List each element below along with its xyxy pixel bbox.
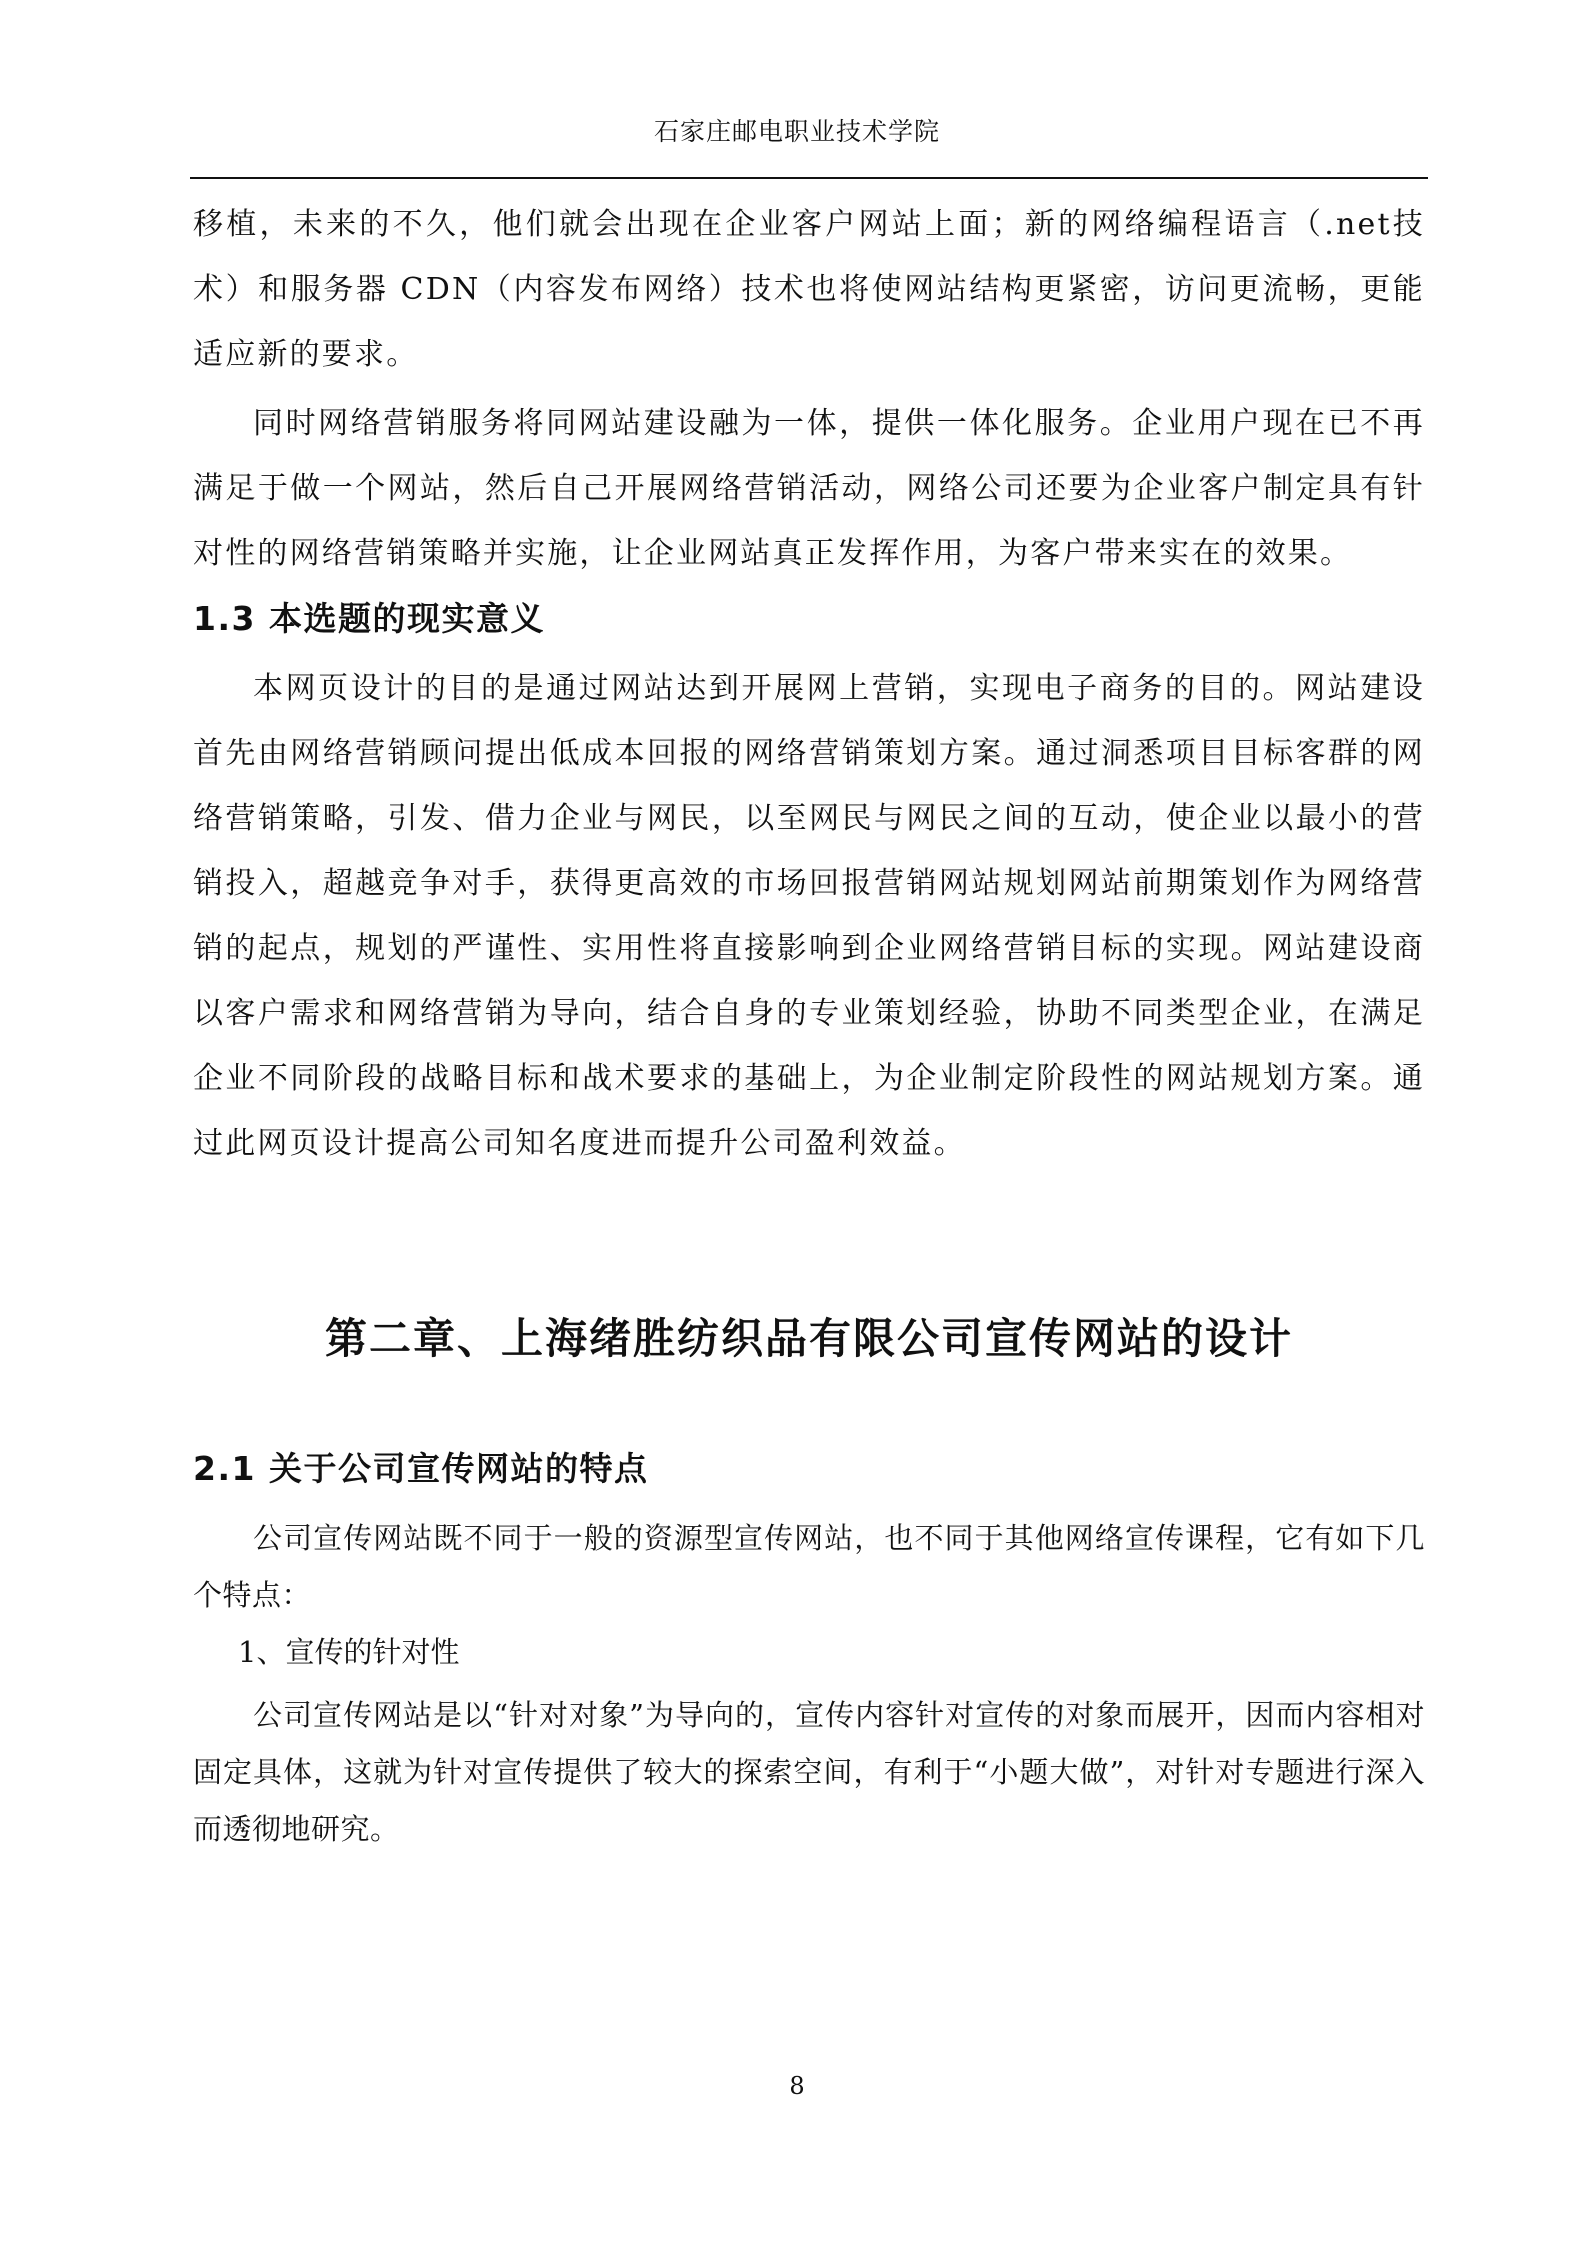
paragraph-features-intro: 公司宣传网站既不同于一般的资源型宣传网站，也不同于其他网络宣传课程，它有如下几个特点： xyxy=(193,1521,1425,1612)
paragraph-tech-trends: 移植，未来的不久，他们就会出现在企业客户网站上面；新的网络编程语言（.net技术）和服务器 CDN（内容发布网络）技术也将使网站结构更紧密，访问更流畅，更能适应新的要求。 xyxy=(193,207,1425,372)
section-heading-2-1: 2.1 关于公司宣传网站的特点 xyxy=(193,1449,649,1488)
header-rule xyxy=(190,177,1428,179)
chapter-heading-2: 第二章、上海绪胜纺织品有限公司宣传网站的设计 xyxy=(324,1314,1293,1363)
page-content xyxy=(193,192,1425,1858)
paragraph-integrated-service: 同时网络营销服务将同网站建设融为一体，提供一体化服务。企业用户现在已不再满足于做一个网站，然后自己开展网络营销活动，网络公司还要为企业客户制定具有针对性的网络营销策略并实施，让企业网站真正发挥作用，为客户带来实在的效果。 xyxy=(193,406,1425,571)
page-header: 石家庄邮电职业技术学院 xyxy=(653,117,940,146)
list-item-title-1: 1、宣传的针对性 xyxy=(238,1635,460,1669)
paragraph-practical-significance: 本网页设计的目的是通过网站达到开展网上营销，实现电子商务的目的。网站建设首先由网络营销顾问提出低成本回报的网络营销策划方案。通过洞悉项目目标客群的网络营销策略，引发、借力企业与网民，以至网民与网民之间的互动，使企业以最小的营销投入，超越竞争对手，获得更高效的市场回报营销网站规划网站前期策划作为网络营销的起点，规划的严谨性、实用性将直接影响到企业网络营销目标的实现。网站建设商以客户需求和网络营销为导向，结合自身的专业策划经验，协助不同类型企业，在满足企业不同阶段的战略目标和战术要求的基础上，为企业制定阶段性的网站规划方案。通过此网页设计提高公司知名度进而提升公司盈利效益。 xyxy=(193,671,1425,1161)
section-heading-1-3: 1.3 本选题的现实意义 xyxy=(193,599,545,638)
page-number: 8 xyxy=(789,2072,805,2100)
paragraph-targeting: 公司宣传网站是以“针对对象”为导向的，宣传内容针对宣传的对象而展开，因而内容相对固定具体，这就为针对宣传提供了较大的探索空间，有利于“小题大做”，对针对专题进行深入而透彻地研究。 xyxy=(193,1698,1425,1846)
